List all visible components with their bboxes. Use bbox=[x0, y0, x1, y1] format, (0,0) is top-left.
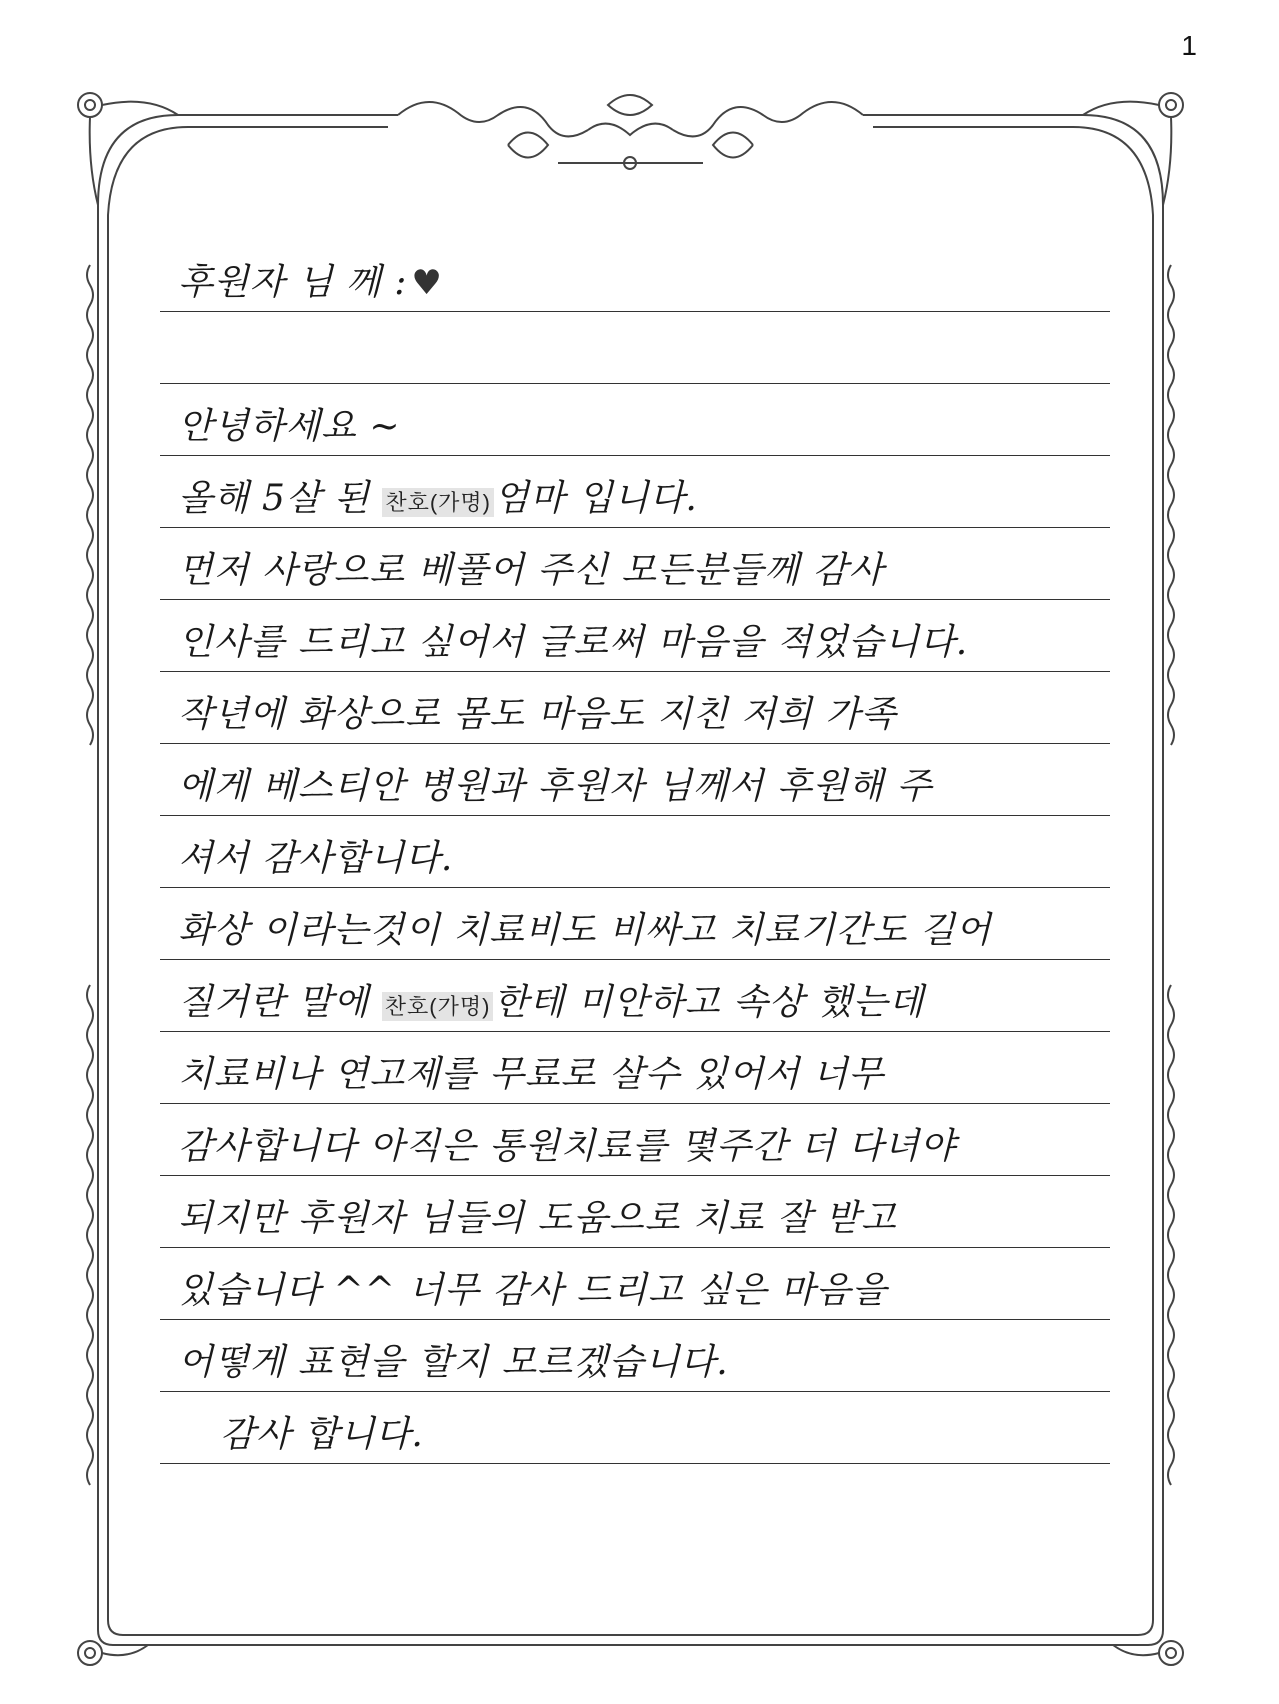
redacted-name: 찬호(가명) bbox=[382, 488, 494, 517]
letter-line: 치료비나 연고제를 무료로 살수 있어서 너무 bbox=[160, 1032, 1110, 1104]
letter-line: 어떻게 표현을 할지 모르겠습니다. bbox=[160, 1320, 1110, 1392]
redacted-name: 찬호(가명) bbox=[382, 992, 494, 1021]
letter-line: 에게 베스티안 병원과 후원자 님께서 후원해 주 bbox=[160, 744, 1110, 816]
letter-line: 올해 5살 된 찬호(가명)엄마 입니다. bbox=[160, 456, 1110, 528]
letter-line: 되지만 후원자 님들의 도움으로 치료 잘 받고 bbox=[160, 1176, 1110, 1248]
letter-line: 화상 이라는것이 치료비도 비싸고 치료기간도 길어 bbox=[160, 888, 1110, 960]
letter-line: 감사합니다 아직은 통원치료를 몇주간 더 다녀야 bbox=[160, 1104, 1110, 1176]
letter-line: 먼저 사랑으로 베풀어 주신 모든분들께 감사 bbox=[160, 528, 1110, 600]
letter-line: 인사를 드리고 싶어서 글로써 마음을 적었습니다. bbox=[160, 600, 1110, 672]
letter-line: 질거란 말에 찬호(가명)한테 미안하고 속상 했는데 bbox=[160, 960, 1110, 1032]
letter-line: 작년에 화상으로 몸도 마음도 지친 저희 가족 bbox=[160, 672, 1110, 744]
letter-line bbox=[160, 240, 1110, 312]
page-number: 1 bbox=[1181, 30, 1197, 61]
letter-line: 안녕하세요 ~ bbox=[160, 384, 1110, 456]
salutation: 후원자 님 께 : ♥ bbox=[178, 262, 443, 303]
letter-line: 셔서 감사합니다. bbox=[160, 816, 1110, 888]
letter-line: 있습니다 ^^ 너무 감사 드리고 싶은 마음을 bbox=[160, 1248, 1110, 1320]
letter-line: 감사 합니다. bbox=[160, 1392, 1110, 1464]
letter-line bbox=[160, 312, 1110, 384]
letter-body bbox=[160, 240, 1110, 1464]
heart-icon: ♥ bbox=[411, 263, 443, 303]
